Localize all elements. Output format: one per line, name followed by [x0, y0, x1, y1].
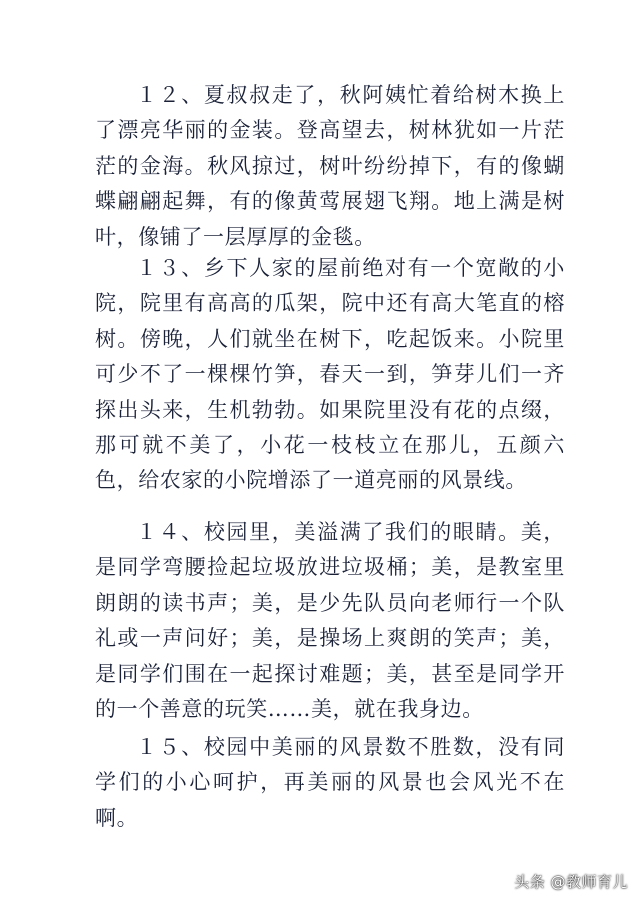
paragraph-15: １５、校园中美丽的风景数不胜数，没有同学们的小心呵护，再美丽的风景也会风光不在啊。 [95, 735, 565, 830]
watermark: 头条 @教师育儿 [514, 873, 628, 891]
paragraph-12: １２、夏叔叔走了，秋阿姨忙着给树木换上了漂亮华丽的金装。登高望去，树林犹如一片茫茫的金海。秋风掠过，树叶纷纷掉下，有的像蝴蝶翩翩起舞，有的像黄莺展翅飞翔。地上满是树叶，像铺了一层厚厚的金毯。 [95, 83, 565, 249]
paragraph-13: １３、乡下人家的屋前绝对有一个宽敞的小院，院里有高高的瓜架，院中还有高大笔直的榕树。傍晚，人们就坐在树下，吃起饭来。小院里可少不了一棵棵竹笋，春天一到，笋芽儿们一齐探出头来，生机勃勃。如果院里没有花的点缀，那可就不美了，小花一枝枝立在那儿，五颜六色，给农家的小院增添了一道亮丽的风景线。 [95, 256, 565, 493]
paragraph-14: １４、校园里，美溢满了我们的眼睛。美，是同学弯腰捡起垃圾放进垃圾桶；美，是教室里朗朗的读书声；美，是少先队员向老师行一个队礼或一声问好；美，是操场上爽朗的笑声；美，是同学们围在一起探讨难题；美，甚至是同学开的一个善意的玩笑……美，就在我身边。 [95, 520, 565, 722]
